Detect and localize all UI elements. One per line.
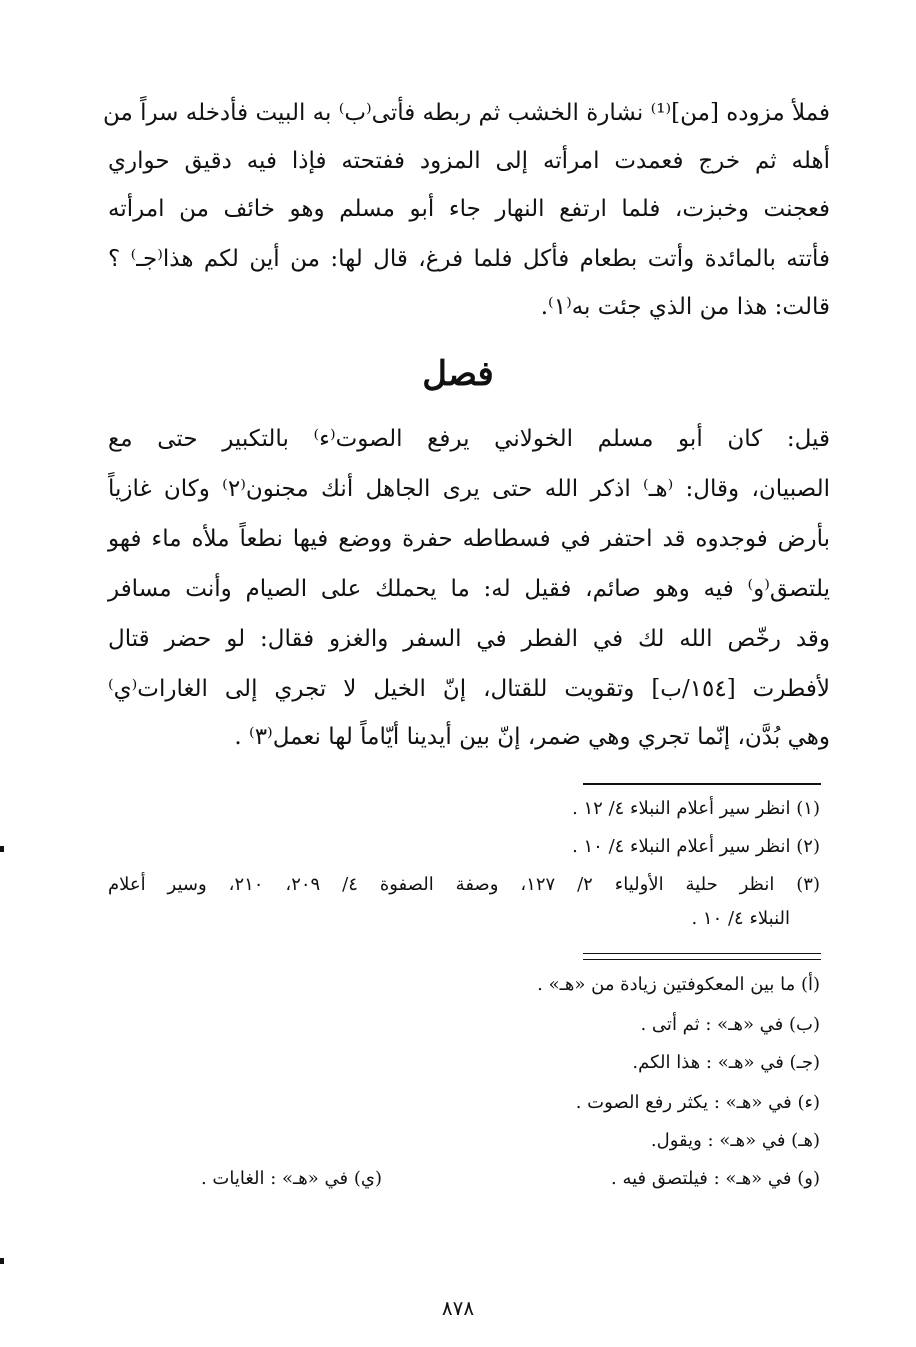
scan-mark (0, 1258, 4, 1264)
variant-note: (هـ) في «هـ» : ويقول. (650, 1130, 820, 1151)
footnote-separator (583, 783, 821, 785)
text-line: قالت: هذا من الذي جئت به⁽١⁾. (540, 294, 830, 320)
text-line: فأتته بالمائدة وأتت بطعام فأكل فلما فرغ، قال لها: من أين لكم هذا⁽جـ⁾ ؟ (108, 246, 830, 272)
variant-note: (ب) في «هـ» : ثم أتى . (640, 1014, 820, 1035)
variant-note: (جـ) في «هـ» : هذا الكم. (632, 1052, 820, 1073)
text-line: أهله ثم خرج فعمدت امرأته إلى المزود ففتحته فإذا فيه دقيق حواري (108, 148, 830, 174)
section-heading: فصل (422, 354, 494, 394)
text-line: فعجنت وخبزت، فلما ارتفع النهار جاء أبو مسلم وهو خائف من امرأته (108, 196, 830, 222)
variant-separator-top (583, 953, 821, 954)
variant-note: (أ) ما بين المعكوفتين زيادة من «هـ» . (537, 974, 820, 995)
text-line: لأفطرت [١٥٤/ب] وتقويت للقتال، إنّ الخيل لا تجري إلى الغارات⁽ي⁾ (108, 676, 830, 702)
page-number: ٨٧٨ (441, 1296, 475, 1320)
variant-note: (ي) في «هـ» : الغايات . (200, 1168, 382, 1189)
variant-note: (ء) في «هـ» : يكثر رفع الصوت . (575, 1092, 820, 1113)
variant-separator-bottom (583, 959, 821, 960)
footnote: (٣) انظر حلية الأولياء ٢/ ١٢٧، وصفة الصفوة ٤/ ٢٠٩، ٢١٠، وسير أعلام (108, 874, 820, 895)
text-line: الصبيان، وقال: ⁽هـ⁾ اذكر الله حتى يرى الجاهل أنك مجنون⁽٢⁾ وكان غازياً (108, 476, 831, 502)
text-line: فملأ مزوده [من]⁽¹⁾ نشارة الخشب ثم ربطه فأتى⁽ب⁾ به البيت فأدخله سراً من (102, 100, 830, 126)
footnote: (١) انظر سير أعلام النبلاء ٤/ ١٢ . (572, 798, 820, 819)
footnote: (٢) انظر سير أعلام النبلاء ٤/ ١٠ . (572, 836, 820, 857)
text-line: وهي بُدَّن، إنّما تجري وهي ضمر، إنّ بين أيدينا أيّاماً لها نعمل⁽٣⁾ . (234, 724, 830, 750)
text-line: يلتصق⁽و⁾ فيه وهو صائم، فقيل له: ما يحملك على الصيام وأنت مسافر (108, 576, 830, 602)
scan-mark (0, 846, 4, 852)
text-line: قيل: كان أبو مسلم الخولاني يرفع الصوت⁽ء⁾ بالتكبير حتى مع (108, 426, 830, 452)
text-line: وقد رخّص الله لك في الفطر في السفر والغزو فقال: لو حضر قتال (108, 626, 830, 652)
variant-note: (و) في «هـ» : فيلتصق فيه . (611, 1168, 820, 1189)
footnote-continuation: النبلاء ٤/ ١٠ . (691, 908, 790, 929)
text-line: بأرض فوجدوه قد احتفر في فسطاطه حفرة ووضع فيها نطعاً ملأه ماء فهو (108, 526, 830, 552)
